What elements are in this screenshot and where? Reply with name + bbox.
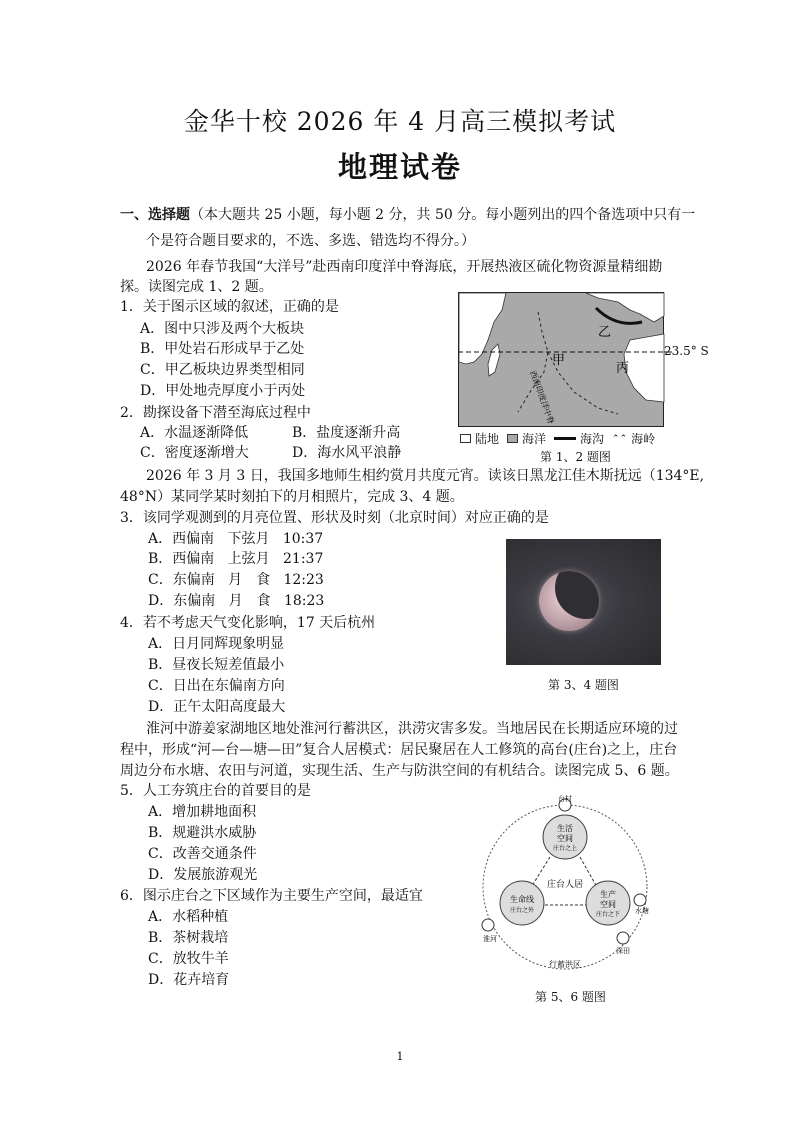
q6-option-d: D．花卉培育 (148, 972, 230, 988)
instructions-line-2: 个是符合题目要求的，不选、多选、错选均不得分。） (146, 233, 475, 249)
section-heading: 一、选择题 (120, 207, 190, 223)
life-space-sub: 庄台之上 (552, 845, 578, 852)
moon-photo-caption: 第 3、4 题图 (548, 678, 619, 692)
q5-option-d: D．发展旅游观光 (148, 867, 258, 883)
q3-b-direction: B．西偏南 (148, 551, 215, 567)
q3-d-phase: 月 食 (228, 593, 271, 609)
q2-option-b: B．盐度逐渐升高 (292, 425, 401, 441)
settlement-diagram (470, 795, 660, 980)
earth-shadow (555, 571, 599, 619)
legend-land: 陆地 (475, 432, 500, 446)
top-node-label: 台村 (558, 795, 572, 803)
intro-5-6-line-2: 程中，形成“河—台—塘—田”复合人居模式：居民聚居在人工修筑的高台(庄台)之上，庄台 (120, 742, 678, 758)
q6-option-c: C．放牧牛羊 (148, 951, 229, 967)
legend-ridge-swatch: ⌃⌃ (612, 433, 628, 444)
map-label-yi: 乙 (598, 325, 612, 340)
ridge-name-label: 西南印度洋中脊 (528, 369, 556, 426)
bottom-node-label: 深田 (616, 947, 630, 955)
q3-b-time: 21:37 (283, 551, 324, 567)
q4-option-c: C．日出在东偏南方向 (148, 678, 285, 694)
legend-trench: 海沟 (580, 432, 605, 446)
node-left (482, 919, 494, 931)
q3-a-phase: 下弦月 (227, 531, 270, 547)
map-label-jia: 甲 (552, 353, 566, 368)
right-node-label: 水塘 (635, 907, 649, 915)
floodplain-label: 行蓄洪区 (549, 960, 581, 969)
map-legend (460, 430, 655, 447)
page-number: 1 (396, 1050, 404, 1063)
intro-1-2-line-1: 2026 年春节我国“大洋号”赴西南印度洋中脊海底，开展热液区硫化物资源量精细勘 (146, 259, 663, 275)
exam-title: 金华十校 2026 年 4 月高三模拟考试 (183, 107, 617, 136)
legend-land-swatch (460, 434, 471, 443)
legend-ocean-swatch (507, 434, 518, 443)
question-3-stem: 3．该同学观测到的月亮位置、形状及时刻（北京时间）对应正确的是 (120, 510, 549, 526)
prod-space-label-2: 空间 (600, 900, 616, 909)
q3-c-direction: C．东偏南 (148, 572, 215, 588)
q3-option-a (148, 529, 323, 549)
prod-space-label-1: 生产 (600, 890, 616, 899)
eclipsed-moon (539, 571, 599, 631)
eco-line-sub: 庄台之外 (509, 907, 535, 914)
eco-line-label: 生命线 (510, 895, 534, 904)
q5-option-c: C．改善交通条件 (148, 846, 257, 862)
legend-ocean: 海洋 (522, 432, 547, 446)
q2-option-a: A．水温逐渐降低 (140, 425, 249, 441)
q6-option-a: A．水稻种植 (148, 909, 229, 925)
life-space-label-1: 生活 (557, 824, 573, 833)
q3-c-phase: 月 食 (228, 572, 271, 588)
q4-option-a: A．日月同辉现象明显 (148, 636, 285, 652)
q3-d-time: 18:23 (283, 593, 325, 609)
q3-d-direction: D．东偏南 (148, 593, 216, 609)
question-5-stem: 5．人工夯筑庄台的首要目的是 (120, 783, 311, 799)
q1-option-a: A．图中只涉及两个大板块 (140, 321, 305, 337)
legend-trench-swatch (554, 437, 576, 440)
q3-option-c (148, 570, 324, 590)
q2-option-d: D．海水风平浪静 (292, 445, 402, 461)
intro-5-6-line-1: 淮河中游姜家湖地区地处淮河行蓄洪区，洪涝灾害多发。当地居民在长期适应环境的过 (146, 721, 678, 737)
q4-option-d: D．正午太阳高度最大 (148, 699, 286, 715)
question-4-stem: 4．若不考虑天气变化影响，17 天后杭州 (120, 615, 376, 631)
q3-c-time: 12:23 (283, 572, 324, 588)
section-instructions (120, 205, 695, 225)
q5-option-b: B．规避洪水威胁 (148, 825, 257, 841)
diagram-caption: 第 5、6 题图 (535, 990, 606, 1004)
intro-1-2-line-2: 探。读图完成 1、2 题。 (120, 279, 273, 295)
life-space-label-2: 空间 (557, 834, 573, 843)
q1-option-c: C．甲乙板块边界类型相同 (140, 362, 305, 378)
q3-option-d (148, 591, 324, 611)
q6-option-b: B．茶树栽培 (148, 930, 229, 946)
instructions-line-1: （本大题共 25 小题，每小题 2 分，共 50 分。每小题列出的四个备选项中只有一 (190, 207, 696, 223)
legend-ridge: 海岭 (631, 432, 656, 446)
q2-option-c: C．密度逐渐增大 (140, 445, 249, 461)
node-bottom (617, 932, 629, 944)
prod-space-sub: 庄台之下 (595, 911, 621, 918)
question-1-stem: 1．关于图示区域的叙述，正确的是 (120, 299, 339, 315)
left-node-label: 淮河 (483, 935, 497, 943)
node-right (634, 894, 646, 906)
question-6-stem: 6．图示庄台之下区域作为主要生产空间，最适宜 (120, 888, 423, 904)
q1-option-d: D．甲处地壳厚度小于丙处 (140, 383, 306, 399)
subject-title: 地理试卷 (337, 150, 462, 184)
moon-photo (506, 539, 661, 665)
q4-option-b: B．昼夜长短差值最小 (148, 657, 285, 673)
q5-option-a: A．增加耕地面积 (148, 804, 257, 820)
map-latitude-label: 23.5° S (664, 344, 709, 358)
q3-a-time: 10:37 (282, 531, 324, 547)
center-label: 庄台人居 (546, 880, 584, 890)
map-caption: 第 1、2 题图 (540, 450, 611, 464)
map-label-bing: 丙 (616, 361, 630, 376)
question-2-stem: 2．勘探设备下潜至海底过程中 (120, 405, 311, 421)
intro-3-4-line-2: 48°N）某同学某时刻拍下的月相照片，完成 3、4 题。 (120, 489, 464, 505)
q3-b-phase: 上弦月 (227, 551, 270, 567)
intro-5-6-line-3: 周边分布水塘、农田与河道，实现生活、生产与防洪空间的有机结合。读图完成 5、6 题。 (120, 763, 679, 779)
q1-option-b: B．甲处岩石形成早于乙处 (140, 341, 305, 357)
q3-a-direction: A．西偏南 (148, 531, 215, 547)
intro-3-4-line-1: 2026 年 3 月 3 日，我国多地师生相约赏月共度元宵。读该日黑龙江佳木斯抚远（134°E, (146, 468, 705, 484)
q3-option-b (148, 549, 323, 569)
